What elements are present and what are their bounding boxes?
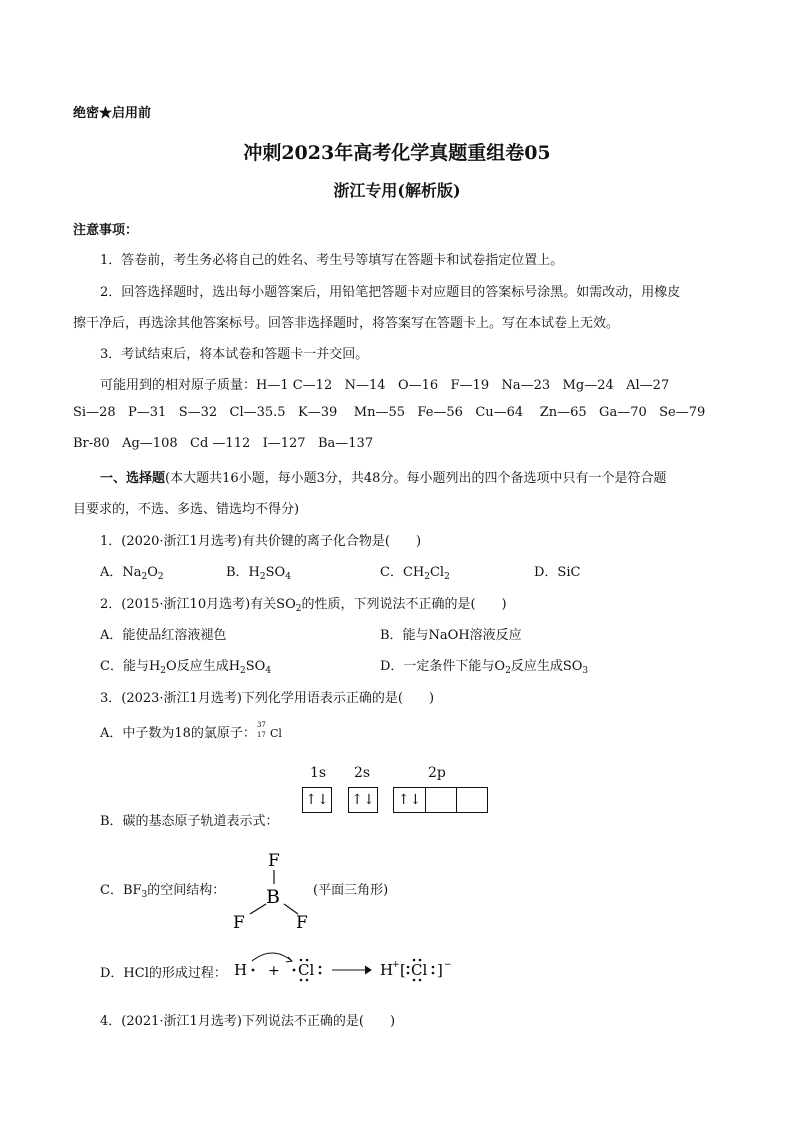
fluorine-atom: F — [233, 913, 245, 932]
electron-pair: ↑↓ — [305, 792, 329, 808]
section-label: 一、选择题 — [100, 471, 166, 486]
orbital-box-1s — [302, 787, 332, 813]
svg-text:[: [ — [400, 961, 406, 979]
positive-charge: + — [392, 960, 400, 970]
bf3-structure — [228, 848, 318, 932]
page-subtitle: 浙江专用(解析版) — [333, 181, 461, 200]
chlorine-atom: Cl — [298, 961, 315, 979]
fluorine-atom: F — [296, 913, 308, 932]
empty-orbital — [456, 788, 487, 812]
svg-text:]: ] — [437, 961, 443, 979]
orbital-box-2s — [348, 787, 378, 813]
q1-option-a: A．$Na_2O_2$ — [100, 565, 164, 582]
note-item: 2．回答选择题时，选出每小题答案后，用铅笔把答题卡对应题目的答案标号涂黑。如需改动，用橡皮 — [100, 285, 681, 300]
hcl-formation-diagram — [228, 945, 458, 985]
q3-option-d: D．HCl的形成过程： — [100, 966, 227, 981]
question-4-stem: 4．(2021·浙江1月选考)下列说法不正确的是( ) — [100, 1014, 396, 1029]
mass-number: 37 — [256, 720, 266, 729]
note-item: 1．答卷前，考生务必将自己的姓名、考生号等填写在答题卡和试卷指定位置上。 — [100, 253, 564, 268]
empty-orbital — [425, 788, 457, 812]
secret-mark: 绝密★启用前 — [73, 106, 152, 121]
q2-option-b: B．能与NaOH溶液反应 — [380, 628, 522, 643]
orbital-2s-label: 2s — [354, 765, 371, 781]
q1-option-d: D．SiC — [534, 565, 581, 580]
section-desc-cont: 目要求的，不选、多选、错选均不得分) — [73, 502, 300, 517]
question-2-stem: 2．(2015·浙江10月选考)有关$SO_2$的性质，下列说法不正确的是( ) — [100, 597, 507, 614]
hydrogen-ion: H — [380, 961, 394, 979]
orbital-1s-label: 1s — [310, 765, 327, 781]
negative-charge: − — [444, 960, 452, 970]
q1-option-c: C．$CH_2Cl_2$ — [380, 565, 450, 582]
orbital-box-2p — [393, 787, 488, 813]
q3-option-c: C．$BF_3$的空间结构： — [100, 883, 226, 900]
electron-pair: ↑↓ — [394, 788, 426, 812]
hydrogen-atom: H — [234, 961, 248, 979]
question-1-stem: 1．(2020·浙江1月选考)有共价键的离子化合物是( ) — [100, 534, 422, 549]
note-item: 擦干净后，再选涂其他答案标号。回答非选择题时，将答案写在答题卡上。写在本试卷上无效。 — [73, 316, 620, 331]
note-item: 3．考试结束后，将本试卷和答题卡一并交回。 — [100, 347, 369, 362]
q1-option-b: B．$H_2SO_4$ — [226, 565, 291, 582]
bf3-note: (平面三角形) — [313, 883, 389, 898]
orbital-2p-label: 2p — [428, 765, 446, 781]
section-desc: (本大题共16小题，每小题3分，共48分。每小题列出的四个备选项中只有一个是符合题 — [165, 471, 667, 486]
fluorine-atom: F — [268, 851, 280, 871]
page-title: 冲刺2023年高考化学真题重组卷05 — [243, 142, 551, 164]
question-3-stem: 3．(2023·浙江1月选考)下列化学用语表示正确的是( ) — [100, 691, 435, 706]
q2-option-c: C．能与$H_2O$反应生成$H_2SO_4$ — [100, 659, 272, 676]
atomic-mass-line: Br-80 Ag—108 Cd —112 I—127 Ba—137 — [73, 436, 374, 451]
q3-option-b: B．碳的基态原子轨道表示式： — [100, 814, 279, 829]
atomic-mass-line: 可能用到的相对原子质量：H—1 C—12 N—14 O—16 F—19 Na—23 Mg—24 Al—27 — [100, 378, 670, 393]
section-intro — [100, 467, 666, 486]
chloride-ion: Cl — [411, 961, 428, 979]
atomic-mass-line: Si—28 P—31 S—32 Cl—35.5 K—39 Mn—55 Fe—56 Cu—64 Zn—65 Ga—70 Se—79 — [73, 405, 706, 420]
notes-heading: 注意事项： — [73, 223, 139, 238]
q2-option-d: D．一定条件下能与$O_2$反应生成$SO_3$ — [380, 659, 589, 676]
boron-atom: B — [266, 886, 280, 908]
plus-sign: + — [268, 963, 280, 979]
q2-option-a: A．能使品红溶液褪色 — [100, 628, 227, 643]
electron-pair: ↑↓ — [351, 792, 375, 808]
q3-option-a: A．中子数为18的氯原子： 37 17 Cl — [100, 720, 282, 741]
atomic-number: 17 — [256, 730, 266, 739]
